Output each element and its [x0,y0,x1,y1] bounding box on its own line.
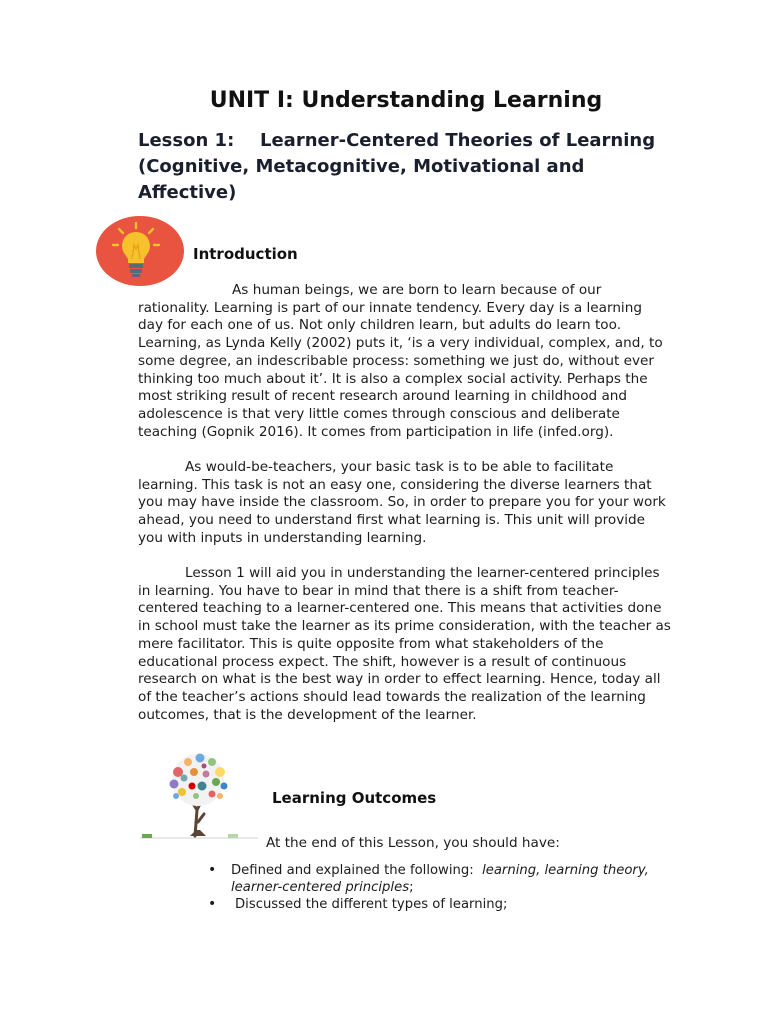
text-line: research on what is the best way in order to effect learning. Hence, today all [138,671,661,688]
text-line: Learning, as Lynda Kelly (2002) puts it, ‘is a very individual, complex, and, to [138,335,663,352]
text-line: learning. This task is not an easy one, considering the diverse learners that [138,476,652,493]
text-line: mere facilitator. This is quite opposite from what stakeholders of the [138,635,604,652]
text-line: educational process expect. The shift, however is a result of continuous [138,653,627,670]
text-line: you with inputs in understanding learning. [138,529,427,546]
text-line: Lesson 1 will aid you in understanding the learner-centered principles [185,565,660,581]
lesson-number: Lesson 1: [138,130,235,151]
text-line: As human beings, we are born to learn because of our [232,282,602,298]
text-line: At the end of this Lesson, you should have: [266,835,560,851]
bullet-icon: • [208,896,217,912]
lesson-title-line-2: (Cognitive, Metacognitive, Motivational and [138,156,585,177]
text-line: you may have inside the classroom. So, in order to prepare you for your work [138,494,666,511]
intro-paragraph-1 [138,282,672,441]
outcome-punctuation: ; [409,880,414,895]
outcome-terms: learner-centered principles [231,880,410,895]
text-line: in learning. You have to bear in mind that there is a shift from teacher- [138,582,619,599]
text-line: in school must take the learner as its prime consideration, with the teacher as [138,618,671,635]
bullet-icon: • [208,862,217,878]
text-line: some degree, an indescribable process: something we just do, without ever [138,352,654,369]
intro-paragraph-2 [138,459,672,548]
outcome-text: Discussed the different types of learning; [235,897,508,912]
lesson-title-line-3: Affective) [138,182,237,203]
knowledge-tree-icon [138,750,260,842]
text-line: outcomes, that is the development of the learner. [138,706,477,723]
lesson-title-line-1: Learner-Centered Theories of Learning [260,130,656,151]
text-line: centered teaching to a learner-centered one. This means that activities done [138,600,662,617]
outcome-terms: learning, learning theory, [482,863,649,878]
learning-outcomes-heading: Learning Outcomes [272,789,437,807]
lightbulb-icon [96,215,186,287]
unit-title: UNIT I: Understanding Learning [209,88,603,113]
outcome-text: Defined and explained the following: [231,863,474,878]
text-line: teaching (Gopnik 2016). It comes from participation in life (infed.org). [138,423,614,440]
lesson-title [138,128,698,206]
text-line: of the teacher’s actions should lead towards the realization of the learning [138,688,646,705]
text-line: ahead, you need to understand first what learning is. This unit will provide [138,512,646,529]
text-line: day for each one of us. Not only children learn, but adults do learn too. [138,317,622,334]
text-line: adolescence is that very little comes through conscious and deliberate [138,405,620,422]
outcomes-list [206,862,686,913]
text-line: thinking too much about it’. It is also a complex social activity. Perhaps the [138,370,648,387]
text-line: rationality. Learning is part of our innate tendency. Every day is a learning [138,299,642,316]
text-line: As would-be-teachers, your basic task is to be able to facilitate [185,459,614,475]
list-item [206,862,686,896]
intro-paragraph-3 [138,565,672,724]
outcomes-intro [266,835,686,853]
text-line: most striking result of recent research around learning in childhood and [138,388,628,405]
introduction-heading: Introduction [193,245,298,263]
list-item [206,896,686,913]
